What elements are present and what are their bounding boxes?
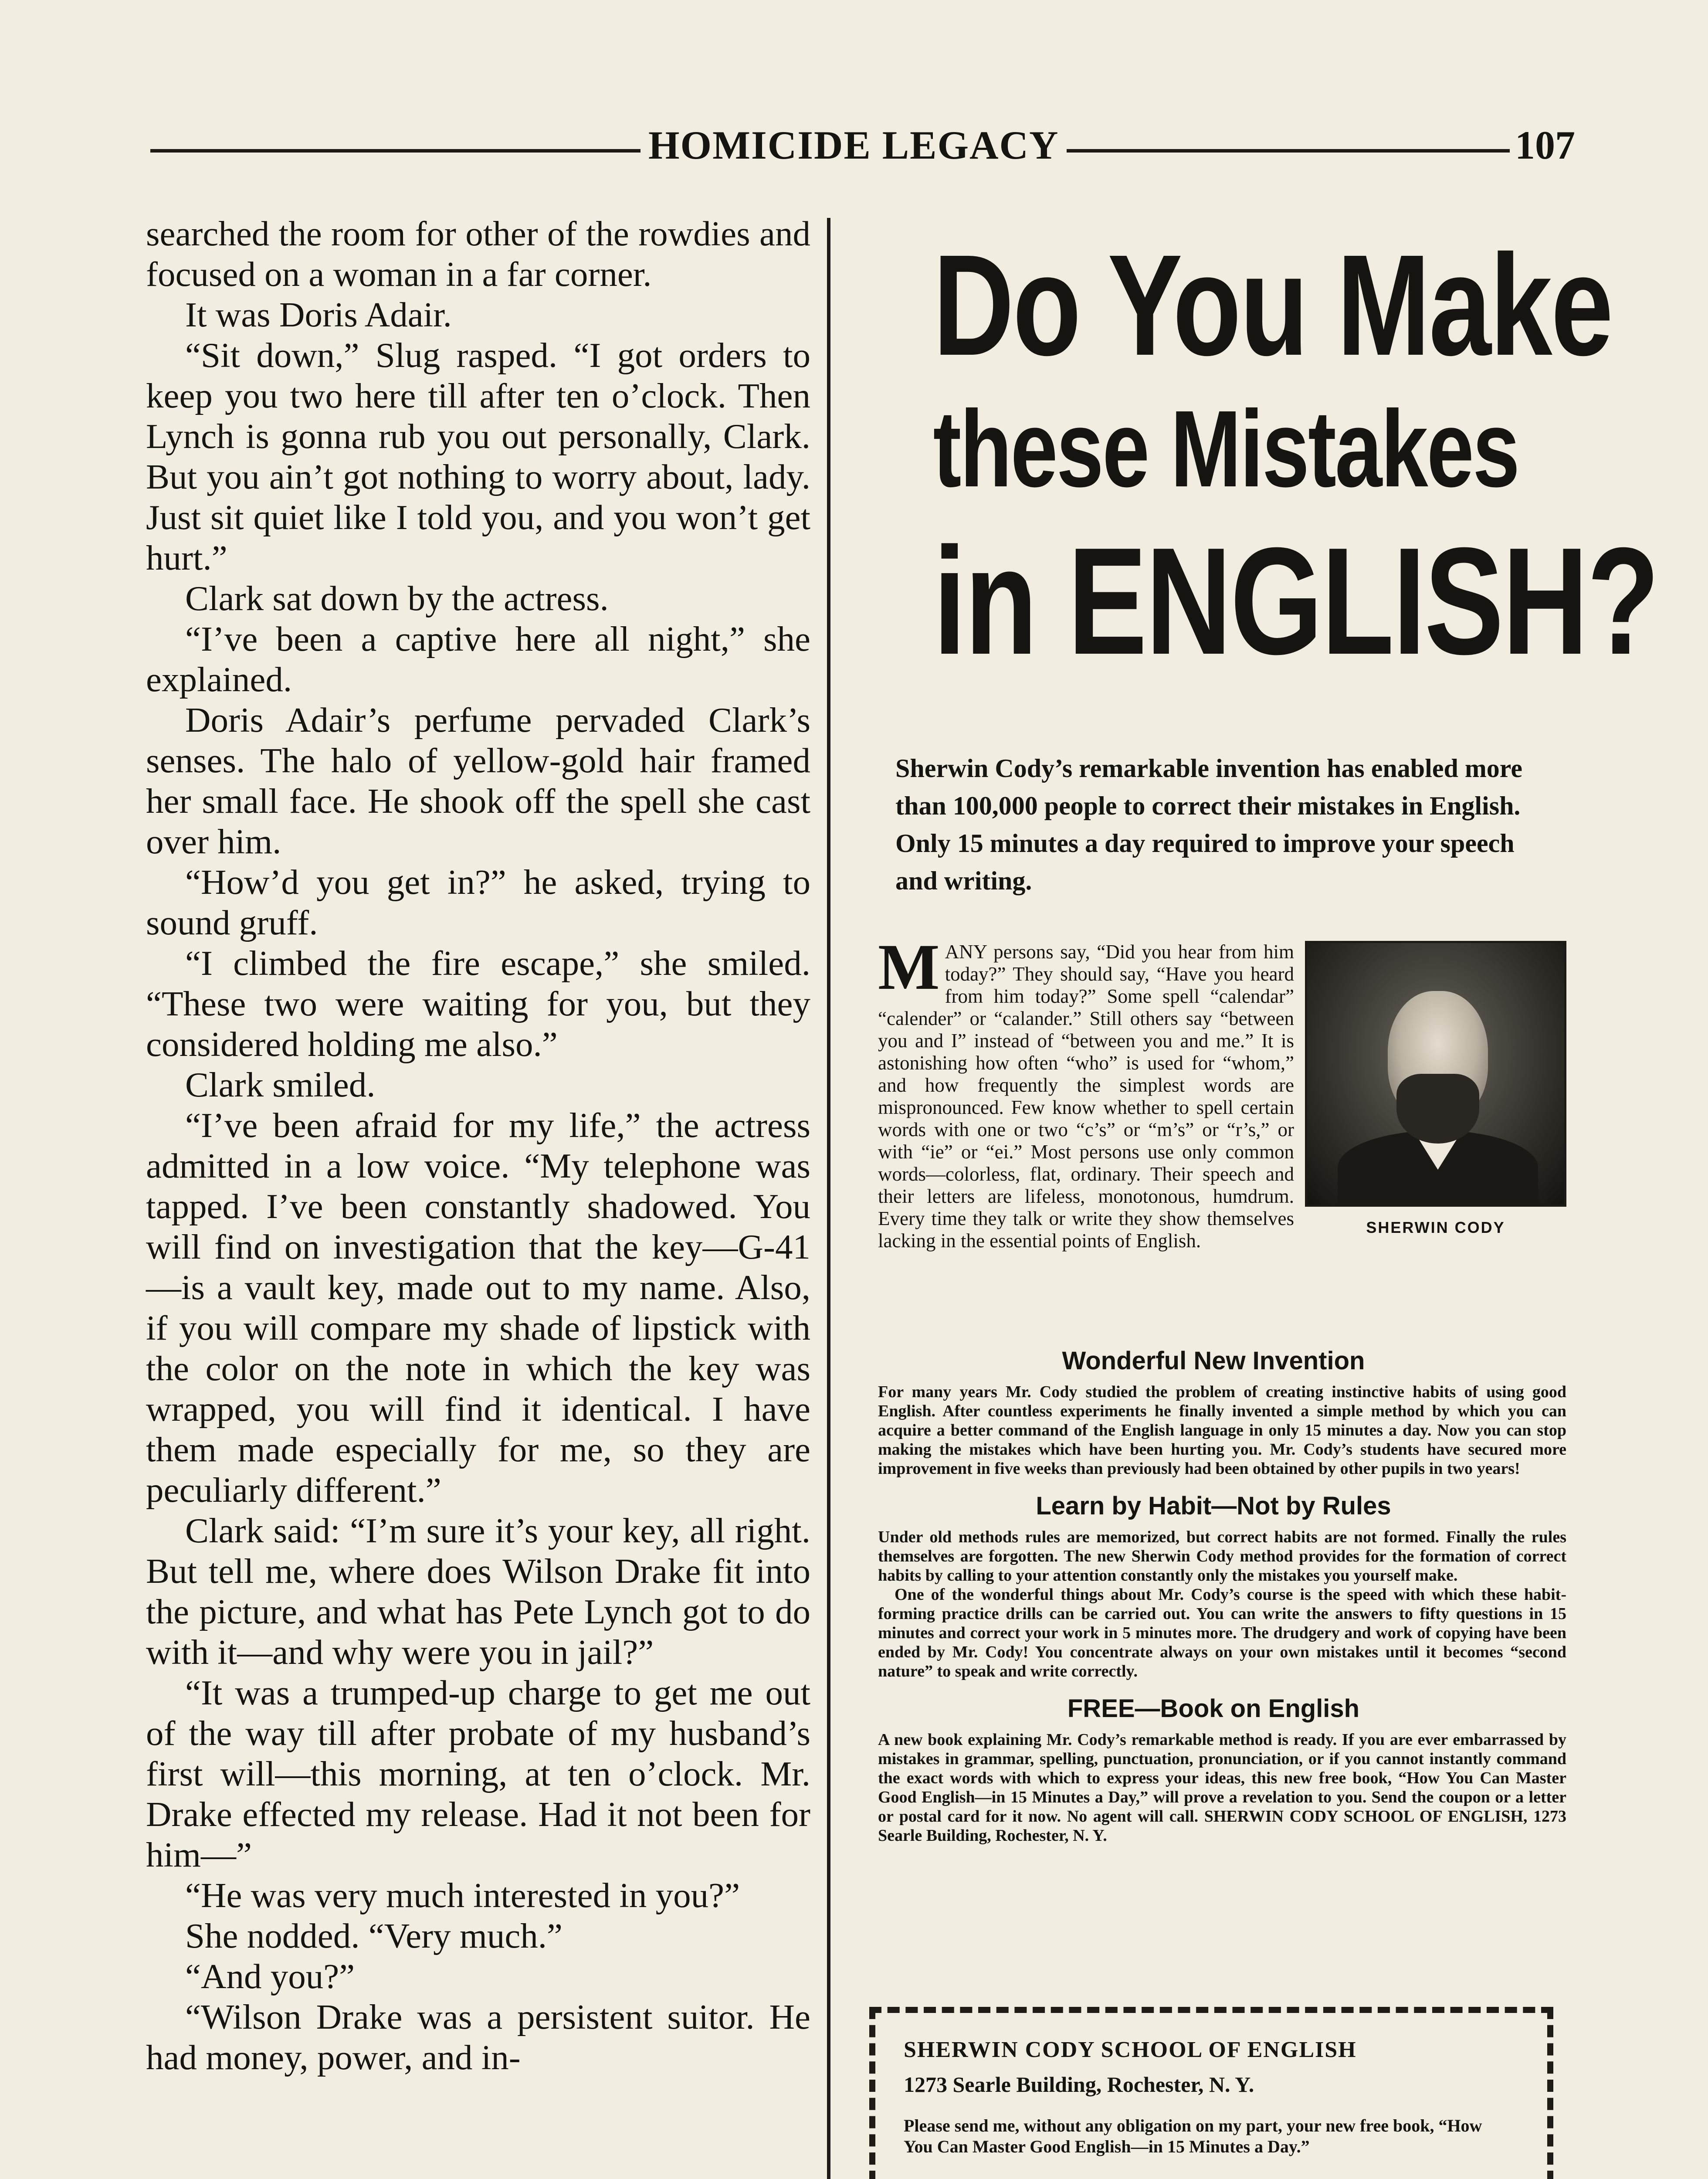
section-title-free-book: FREE—Book on English [1067, 1694, 1360, 1723]
section-body-habit [878, 1527, 1566, 1681]
coupon-request-text: Please send me, without any obligation on my part, your new free book, “How You Can Master Good English—in 15 Minutes a Day.” [904, 2116, 1482, 2156]
story-paragraph: “He was very much interested in you?” [185, 1876, 740, 1915]
section-paragraph: For many years Mr. Cody studied the problem of creating instinctive habits of using good English. After countless experiments he finally invented a simple method by which you can acquire a better command of the English language in only 15 minutes a day. Now you can stop making the mistakes which have been hurting you. Mr. Cody’s students have secured more improvement in five weeks than previously had been obtained by other pupils in two years! [878, 1383, 1566, 1478]
page-number: 107 [1510, 122, 1580, 168]
section-title-invention: Wonderful New Invention [1062, 1347, 1365, 1375]
story-paragraph: She nodded. “Very much.” [185, 1916, 563, 1955]
ad-body-paragraph: ANY persons say, “Did you hear from him today?” They should say, “Have you heard from him today?” Some spell “calendar” “calender” or “calander.” Still others say “between you and I” instead of “between you and me.” It is astonishing how often “who” is used for “whom,” and how frequently the simplest words are mispronounced. Few know whether to spell certain words with one or two “c’s” or “m’s” or “r’s,” or with “ie” or “ei.” Most persons use only common words—colorless, flat, ordinary. Their speech and their letters are lifeless, monotonous, humdrum. Every time they talk or write they show themselves lacking in the essential points of English. [878, 941, 1294, 1252]
story-paragraph: Clark sat down by the actress. [185, 579, 609, 618]
portrait-caption: SHERWIN CODY [1366, 1218, 1505, 1236]
story-paragraph: “Sit down,” Slug rasped. “I got orders to keep you two here till after ten o’clock. Then Lynch is gonna rub you out personally, Clark. But you ain’t got nothing to worry about, lady. Just sit quiet like I told you, and you won’t get hurt.” [146, 336, 810, 577]
coupon-school-name: SHERWIN CODY SCHOOL OF ENGLISH [904, 2037, 1357, 2062]
story-paragraph: “Wilson Drake was a persistent suitor. He had money, power, and in- [146, 1997, 810, 2077]
ad-body-block [854, 931, 1573, 1333]
story-paragraph: “I’ve been afraid for my life,” the actress admitted in a low voice. “My telephone was tapped. I’ve been constantly shadowed. You will find on investigation that the key—G-41—is a vault key, made out to my name. Also, if you will compare my shade of lipstick with the color on the note in which the key was wrapped, you will find it identical. I have them made especially for me, so they are peculiarly different.” [146, 1106, 810, 1510]
story-paragraph: It was Doris Adair. [185, 295, 452, 334]
story-paragraph: Clark said: “I’m sure it’s your key, all right. But tell me, where does Wilson Drake fit into the picture, and what has Pete Lynch got to do with it—and why were you in jail?” [146, 1511, 810, 1672]
drop-cap: M [878, 931, 940, 1003]
ad-headline-line-3: in ENGLISH? [933, 516, 1658, 686]
section-paragraph: Under old methods rules are memorized, but correct habits are not formed. Finally the rules themselves are forgotten. The new Sherwin Cody method provides for the formation of correct habits by calling to your attention constantly only the mistakes you yourself make. [878, 1528, 1566, 1585]
section-paragraph: A new book explaining Mr. Cody’s remarkable method is ready. If you are ever embarrassed by mistakes in grammar, spelling, punctuation, pronunciation, or if you cannot instantly command the exact words with which to express your ideas, this new free book, “How You Can Master Good English—in 15 Minutes a Day,” will prove a revelation to you. Send the coupon or a letter or postal card for it now. No agent will call. SHERWIN CODY SCHOOL OF ENGLISH, 1273 Searle Building, Rochester, N. Y. [878, 1731, 1566, 1845]
ad-intro: Sherwin Cody’s remarkable invention has enabled more than 100,000 people to correct their mistakes in English. Only 15 minutes a day required to improve your speech and writing. [895, 754, 1522, 895]
order-coupon [869, 2007, 1553, 2179]
story-paragraph: “I climbed the fire escape,” she smiled. “These two were waiting for you, but they considered holding me also.” [146, 944, 810, 1064]
story-paragraph: “And you?” [185, 1957, 355, 1996]
running-title: HOMICIDE LEGACY [640, 122, 1067, 168]
coupon-school-address: 1273 Searle Building, Rochester, N. Y. [904, 2072, 1254, 2097]
section-paragraph: One of the wonderful things about Mr. Cody’s course is the speed with which these habit-forming practice drills can be carried out. You can write the answers to fifty questions in 15 minutes and correct your work in 5 minutes more. The drudgery and work of copying have been ended by Mr. Cody! You concentrate always on your own mistakes until it becomes “second nature” to speak and write correctly. [878, 1585, 1566, 1680]
story-paragraph: Clark smiled. [185, 1065, 376, 1104]
story-paragraph: “How’d you get in?” he asked, trying to sound gruff. [146, 862, 810, 942]
story-column [146, 214, 810, 2078]
story-paragraph: “It was a trumped-up charge to get me out of the way till after probate of my husband’s first will—this morning, at ten o’clock. Mr. Drake effected my release. Had it not been for him—” [146, 1673, 810, 1874]
ad-body-text [878, 931, 1566, 1261]
story-paragraph: “I’ve been a captive here all night,” she explained. [146, 619, 810, 699]
portrait-photo [1305, 941, 1566, 1207]
advertisement [854, 218, 1658, 1845]
section-body-invention [878, 1382, 1566, 1478]
section-body-free-book [878, 1730, 1566, 1845]
ad-headline-line-2: these Mistakes [933, 388, 1519, 509]
column-divider [827, 218, 830, 2179]
section-title-habit: Learn by Habit—Not by Rules [1036, 1492, 1391, 1520]
story-paragraph: searched the room for other of the rowdies and focused on a woman in a far corner. [146, 214, 810, 294]
ad-headline-line-1: Do You Make [933, 224, 1612, 385]
portrait-figure [1305, 941, 1566, 1257]
story-paragraph: Doris Adair’s perfume pervaded Clark’s senses. The halo of yellow-gold hair framed her small face. He shook off the spell she cast over him. [146, 700, 810, 861]
